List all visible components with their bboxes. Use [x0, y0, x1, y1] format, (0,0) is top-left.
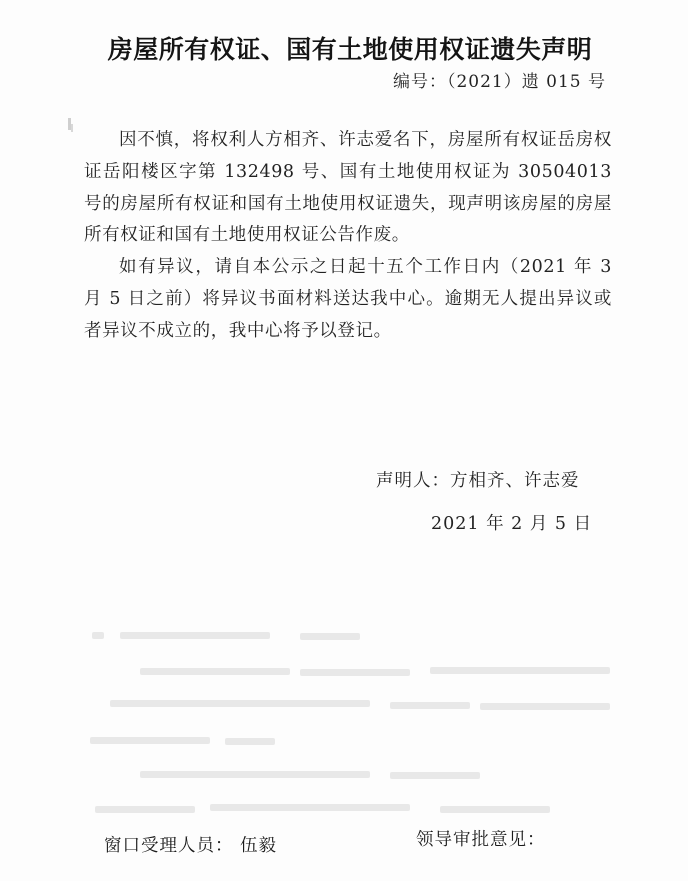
document-body	[84, 125, 612, 348]
declarant: 声明人：方相齐、许志爱	[376, 471, 580, 491]
paragraph-loss-statement: 因不慎，将权利人方相齐、许志爱名下，房屋所有权证岳房权证岳阳楼区字第 132498 号、国有土地使用权证为 30504013 号的房屋所有权证和国有土地使用权证遗失，现声明该房屋的房屋所有权证和国有土地使用权证公告作废。	[84, 130, 612, 246]
window-staff: 窗口受理人员： 伍毅	[104, 836, 278, 856]
document-number: 编号：（2021）遗 015 号	[392, 72, 606, 92]
paragraph-objection-notice: 如有异议，请自本公示之日起十五个工作日内（2021 年 3 月 5 日之前）将异议书面材料送达我中心。逾期无人提出异议或者异议不成立的，我中心将予以登记。	[84, 257, 612, 341]
margin-mark-small	[71, 124, 73, 132]
document-title: 房屋所有权证、国有土地使用权证遗失声明	[107, 35, 593, 64]
leader-opinion: 领导审批意见：	[416, 830, 546, 850]
declaration-date: 2021 年 2 月 5 日	[431, 514, 593, 534]
